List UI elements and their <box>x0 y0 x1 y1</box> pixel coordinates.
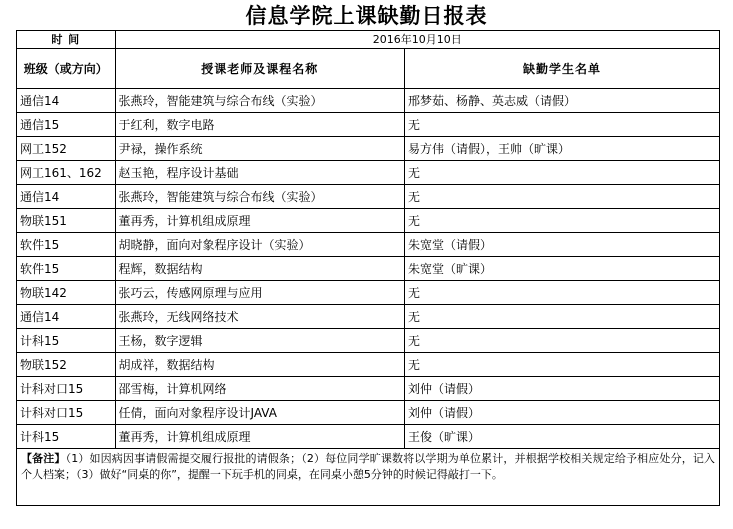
class-cell: 物联152 <box>17 353 116 377</box>
teacher-course-cell: 于红利，数字电路 <box>115 113 405 137</box>
note-label: 【备注】 <box>21 452 66 465</box>
teacher-course-cell: 王杨，数字逻辑 <box>115 329 405 353</box>
class-cell: 通信14 <box>17 305 116 329</box>
absent-cell: 无 <box>405 353 720 377</box>
absent-cell: 无 <box>405 281 720 305</box>
table-row <box>17 377 720 401</box>
date-label: 时 间 <box>17 31 116 49</box>
class-cell: 计科15 <box>17 329 116 353</box>
col-header-teacher-course: 授课老师及课程名称 <box>115 49 405 89</box>
teacher-course-cell: 董再秀，计算机组成原理 <box>115 209 405 233</box>
table-row <box>17 401 720 425</box>
absent-cell: 邢梦茹、杨静、英志威（请假） <box>405 89 720 113</box>
teacher-course-cell: 邵雪梅，计算机网络 <box>115 377 405 401</box>
teacher-course-cell: 董再秀，计算机组成原理 <box>115 425 405 449</box>
date-value: 2016年10月10日 <box>115 31 719 49</box>
note-text: （1）如因病因事请假需提交履行报批的请假条；（2）每位同学旷课数将以学期为单位累计，并根据学校相关规定给予相应处分，记入个人档案；（3）做好“同桌的你”，提醒一下玩手机的同桌，在同桌小憩5分钟的时候记得敲打一下。 <box>21 452 715 481</box>
class-cell: 通信14 <box>17 185 116 209</box>
note-row <box>17 449 720 506</box>
table-row <box>17 89 720 113</box>
teacher-course-cell: 张燕玲，智能建筑与综合布线（实验） <box>115 185 405 209</box>
class-cell: 物联142 <box>17 281 116 305</box>
report-title: 信息学院上课缺勤日报表 <box>245 3 488 28</box>
table-row <box>17 353 720 377</box>
teacher-course-cell: 张燕玲，无线网络技术 <box>115 305 405 329</box>
class-cell: 软件15 <box>17 233 116 257</box>
table-row <box>17 161 720 185</box>
date-row <box>17 31 720 49</box>
table-row <box>17 185 720 209</box>
class-cell: 计科15 <box>17 425 116 449</box>
class-cell: 通信14 <box>17 89 116 113</box>
col-header-class: 班级（或方向） <box>17 49 116 89</box>
absent-cell: 无 <box>405 209 720 233</box>
note-cell <box>17 449 720 506</box>
teacher-course-cell: 胡成祥，数据结构 <box>115 353 405 377</box>
table-row <box>17 281 720 305</box>
header-row <box>17 49 720 89</box>
absent-cell: 刘仲（请假） <box>405 401 720 425</box>
table-row <box>17 209 720 233</box>
teacher-course-cell: 任倩，面向对象程序设计JAVA <box>115 401 405 425</box>
attendance-table <box>16 30 720 506</box>
absent-cell: 刘仲（请假） <box>405 377 720 401</box>
absent-cell: 无 <box>405 329 720 353</box>
absent-cell: 朱宽堂（旷课） <box>405 257 720 281</box>
class-cell: 物联151 <box>17 209 116 233</box>
class-cell: 通信15 <box>17 113 116 137</box>
teacher-course-cell: 尹禄，操作系统 <box>115 137 405 161</box>
class-cell: 网工161、162 <box>17 161 116 185</box>
col-header-absent-students: 缺勤学生名单 <box>405 49 720 89</box>
class-cell: 软件15 <box>17 257 116 281</box>
table-row <box>17 233 720 257</box>
class-cell: 计科对口15 <box>17 377 116 401</box>
table-row <box>17 329 720 353</box>
class-cell: 网工152 <box>17 137 116 161</box>
absent-cell: 王俊（旷课） <box>405 425 720 449</box>
teacher-course-cell: 程辉，数据结构 <box>115 257 405 281</box>
table-row <box>17 425 720 449</box>
absent-cell: 朱宽堂（请假） <box>405 233 720 257</box>
absent-cell: 无 <box>405 305 720 329</box>
teacher-course-cell: 张巧云，传感网原理与应用 <box>115 281 405 305</box>
table-row <box>17 257 720 281</box>
teacher-course-cell: 赵玉艳，程序设计基础 <box>115 161 405 185</box>
absent-cell: 无 <box>405 161 720 185</box>
absent-cell: 无 <box>405 113 720 137</box>
absent-cell: 易方伟（请假），王帅（旷课） <box>405 137 720 161</box>
teacher-course-cell: 张燕玲，智能建筑与综合布线（实验） <box>115 89 405 113</box>
table-row <box>17 137 720 161</box>
teacher-course-cell: 胡晓静，面向对象程序设计（实验） <box>115 233 405 257</box>
table-row <box>17 305 720 329</box>
class-cell: 计科对口15 <box>17 401 116 425</box>
absent-cell: 无 <box>405 185 720 209</box>
table-row <box>17 113 720 137</box>
